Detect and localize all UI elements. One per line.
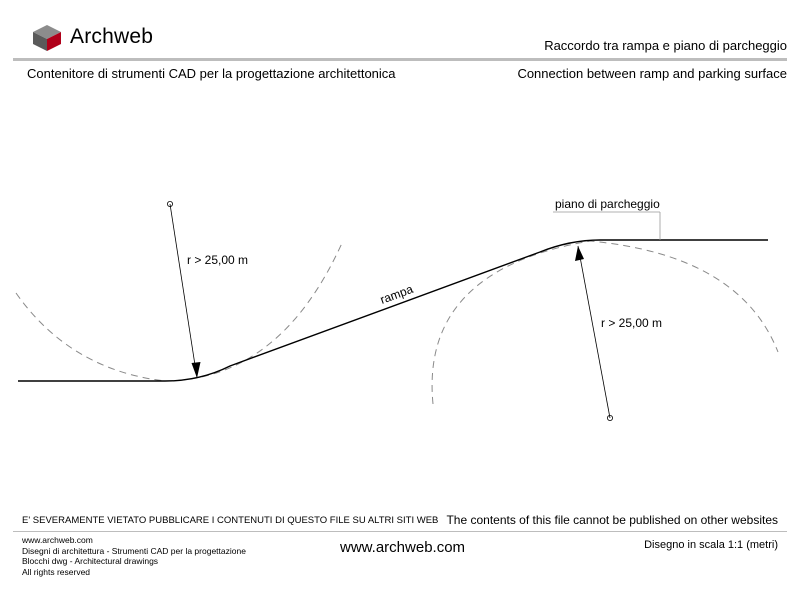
footer-credit-line: All rights reserved: [22, 566, 91, 577]
ramp-label: rampa: [378, 281, 415, 307]
ramp-profile-line: [18, 240, 768, 381]
footer-credit-line: Disegni di architettura - Strumenti CAD per la progettazione: [22, 545, 246, 556]
left-radius-arrowhead: [192, 362, 201, 378]
copyright-warning-it: E' SEVERAMENTE VIETATO PUBBLICARE I CONTENUTI DI QUESTO FILE SU ALTRI SITI WEB: [22, 515, 439, 526]
site-subtitle-it: Contenitore di strumenti CAD per la progettazione architettonica: [27, 66, 396, 81]
footer-website: www.archweb.com: [340, 539, 466, 556]
drawing-title-en: Connection between ramp and parking surface: [517, 66, 787, 81]
right-radius-arrowhead: [575, 246, 584, 261]
copyright-warning-en: The contents of this file cannot be published on other websites: [446, 513, 778, 527]
footer-credit-line: Blocchi dwg - Architectural drawings: [22, 556, 159, 566]
brand-name: Archweb: [70, 25, 154, 48]
parking-surface-label: piano di parcheggio: [555, 197, 660, 211]
drawing-scale: Disegno in scala 1:1 (metri): [644, 539, 778, 551]
right-radius-label: r > 25,00 m: [601, 316, 663, 330]
left-radius-line: [170, 204, 197, 378]
right-radius-line: [578, 246, 610, 418]
footer-credit-line: www.archweb.com: [22, 535, 93, 545]
drawing-title-it: Raccordo tra rampa e piano di parcheggio: [544, 38, 787, 53]
footer-divider: [13, 531, 787, 532]
left-radius-label: r > 25,00 m: [187, 253, 249, 267]
footer-credits: [22, 535, 246, 577]
